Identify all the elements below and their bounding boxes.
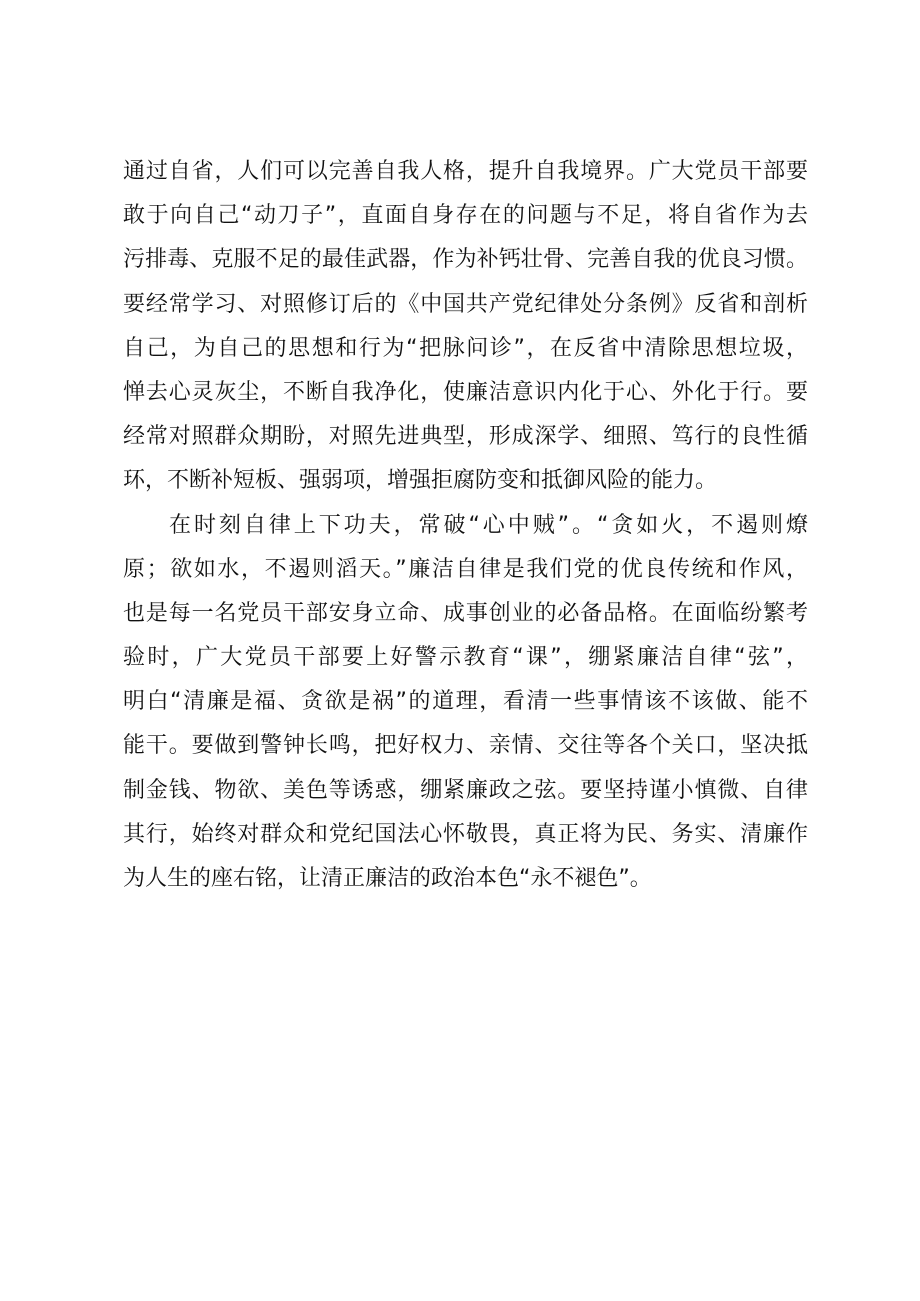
paragraph-self-discipline <box>123 504 808 902</box>
text-line: 污排毒、克服不足的最佳武器，作为补钙壮骨、完善自我的优良习惯。 <box>123 247 808 273</box>
text-line: 自己，为自己的思想和行为“把脉问诊”，在反省中清除思想垃圾， <box>123 335 808 361</box>
text-line: 明白“清廉是福、贪欲是祸”的道理，看清一些事情该不该做、能不 <box>123 689 808 715</box>
text-line: 经常对照群众期盼，对照先进典型，形成深学、细照、笃行的良性循 <box>123 424 808 450</box>
text-line: 原；欲如水，不遏则滔天。”廉洁自律是我们党的优良传统和作风， <box>123 556 808 582</box>
text-line: 其行，始终对群众和党纪国法心怀敬畏，真正将为民、务实、清廉作 <box>123 821 808 847</box>
text-line: 在时刻自律上下功夫，常破“心中贼”。“贪如火，不遏则燎 <box>169 512 808 538</box>
text-line: 环，不断补短板、强弱项，增强拒腐防变和抵御风险的能力。 <box>123 468 718 494</box>
text-line: 为人生的座右铭，让清正廉洁的政治本色“永不褪色”。 <box>123 866 652 891</box>
document-body <box>123 150 808 901</box>
text-line: 通过自省，人们可以完善自我人格，提升自我境界。广大党员干部要 <box>123 159 808 184</box>
text-line: 也是每一名党员干部安身立命、成事创业的必备品格。在面临纷繁考 <box>123 600 808 626</box>
text-line: 制金钱、物欲、美色等诱惑，绷紧廉政之弦。要坚持谨小慎微、自律 <box>123 777 808 803</box>
text-line: 能干。要做到警钟长鸣，把好权力、亲情、交往等各个关口，坚决抵 <box>123 733 808 759</box>
text-line: 要经常学习、对照修订后的《中国共产党纪律处分条例》反省和剖析 <box>123 291 808 317</box>
text-line: 验时，广大党员干部要上好警示教育“课”，绷紧廉洁自律“弦”， <box>123 645 808 671</box>
text-line: 敢于向自己“动刀子”，直面自身存在的问题与不足，将自省作为去 <box>123 203 808 229</box>
paragraph-self-reflection <box>123 150 808 504</box>
text-line: 惮去心灵灰尘，不断自我净化，使廉洁意识内化于心、外化于行。要 <box>123 379 808 405</box>
